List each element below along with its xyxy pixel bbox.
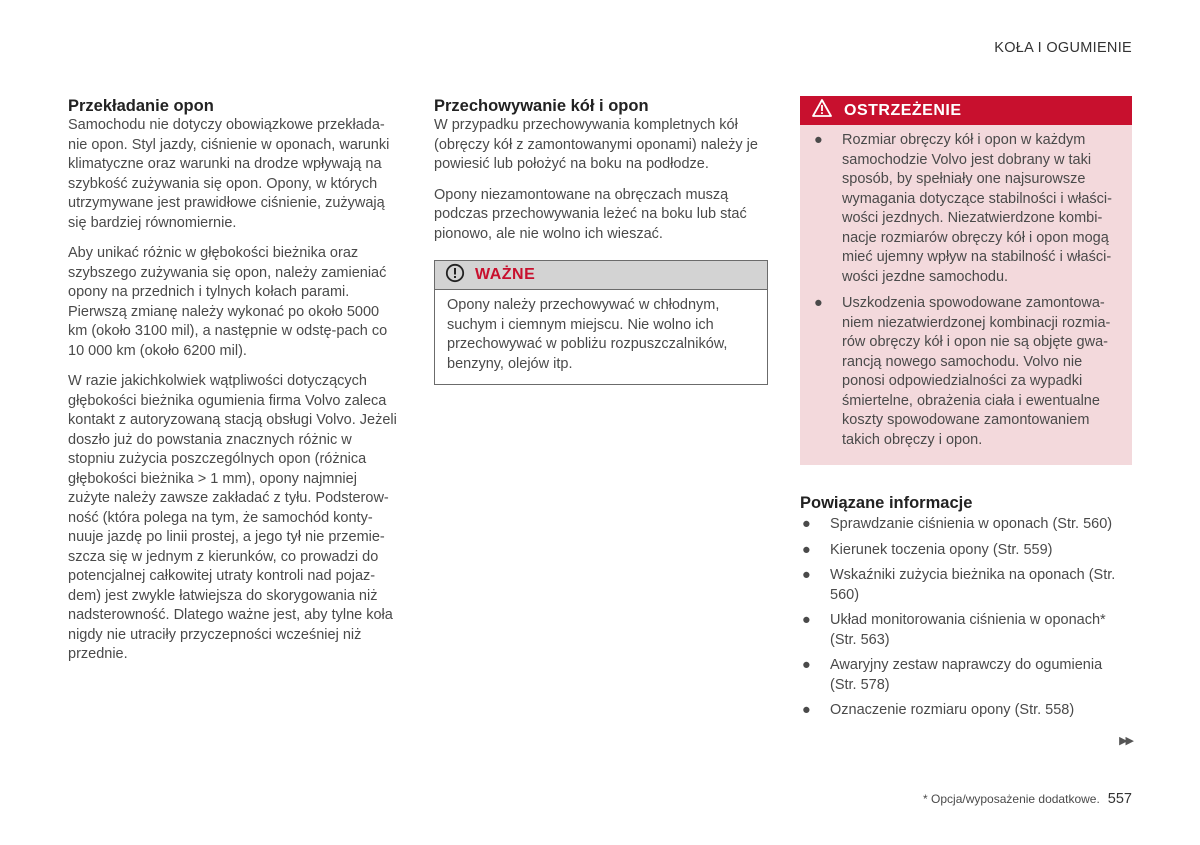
bullet-icon: ● [802,541,811,558]
next-page-icon[interactable]: ▶▶ [1119,735,1132,747]
important-header [435,261,767,290]
important-box [434,260,768,385]
heading-storage: Przechowywanie kół i opon [434,97,649,115]
related-info [800,493,1132,721]
important-title: WAŻNE [475,266,536,283]
warning-title: OSTRZEŻENIE [844,101,962,119]
warning-header [800,96,1132,125]
related-link[interactable]: ● Kierunek toczenia opony (Str. 559) [800,541,1132,561]
bullet-icon: ● [814,295,823,311]
bullet-icon: ● [802,567,811,583]
exclamation-circle-icon [445,263,465,288]
warning-body [800,125,1132,465]
paragraph: Aby unikać różnic w głębokości bieżnika oraz szybszego zużywania się opon, należy zamieniać opony na przednich i tylnych kołach parami. Pierwszą zmianę należy wykonać po około 5000 km (około 3100 mil), a następnie w odstę-pach co 10 000 km (około 6200 mil). [68,245,388,359]
bullet-icon: ● [802,516,811,532]
paragraph: Opony niezamontowane na obręczach muszą podczas przechowywania leżeć na boku lub stać pionowo, ale nie wolno ich wieszać. [434,186,747,242]
related-link[interactable]: ● Awaryjny zestaw naprawczy do ogumienia (Str. 578) [800,656,1132,695]
column-storage [434,96,768,385]
bullet-icon: ● [802,657,811,673]
important-body [435,290,767,384]
bullet-icon: ● [802,612,811,628]
paragraph: W przypadku przechowywania kompletnych kół (obręczy kół z zamontowanymi oponami) należy je powiesić lub położyć na boku na podłodze. [434,117,758,172]
column-tire-rotation [68,96,402,676]
page-footer [923,791,1132,807]
paragraph: W razie jakichkolwiek wątpliwości dotyczących głębokości bieżnika ogumienia firma Volvo zaleca kontakt z autoryzowaną stacją obsługi Volvo. Jeżeli doszło już do powstania znacznych różnic w stopniu zużycia poszczególnych opon (różnica głębokości bieżnika > 1 mm), opony najmniej zużyte należy zawsze zakładać z tyłu. Podsterow-ność (która polega na tym, że samochód konty-nuuje jazdę po linii prostej, a jego tył nie przemie-szcza się w jednym z kierunków, co prowadzi do potencjalnej całkowitej utraty kontroli nad pojaz-dem) jest zwykle łatwiejsza do skorygowania niż nadsterowność. Dlatego ważne jest, aby tylne koła nigdy nie utraciły przyczepności wcześniej niż przednie. [68,373,397,662]
footnote: * Opcja/wyposażenie dodatkowe. [923,792,1100,806]
paragraph: Samochodu nie dotyczy obowiązkowe przekłada-nie opon. Styl jazdy, ciśnienie w oponach, warunki klimatyczne oraz warunki na drodze wpływają na szybkość zużywania się opon. Opony, w których utrzymywane jest prawidłowe ciśnienie, zużywają się bardziej równomiernie. [68,117,390,231]
list-item: ● Uszkodzenia spowodowane zamontowa-niem niezatwierdzonej kombinacji rozmia-rów obręczy kół i opon nie są objęte gwa-rancją nowego samochodu. Volvo nie ponosi odpowiedzialności za wypadki śmiertelne, obrażenia ciała i ewentualne koszty spowodowane zamontowaniem takich obręczy i opon. [812,294,1120,450]
important-text: Opony należy przechowywać w chłodnym, suchym i ciemnym miejscu. Nie wolno ich przechowywać w pobliżu rozpuszczalników, benzyny, olejów itp. [447,297,728,372]
related-link[interactable]: ● Wskaźniki zużycia bieżnika na oponach (Str. 560) [800,566,1132,605]
bullet-icon: ● [802,702,811,718]
heading-tire-rotation: Przekładanie opon [68,97,214,115]
related-link[interactable]: ● Układ monitorowania ciśnienia w oponach* (Str. 563) [800,611,1132,650]
column-warning-related [800,96,1132,727]
related-link[interactable]: ● Sprawdzanie ciśnienia w oponach (Str. 560) [800,515,1132,535]
list-item: ● Rozmiar obręczy kół i opon w każdym samochodzie Volvo jest dobrany w taki sposób, by spełniały one najsurowsze wymagania dotyczące stabilności i właści-wości jezdnych. Niezatwierdzone kombi-nacje rozmiarów obręczy kół i opon mogą mieć ujemny wpływ na stabilność i właści-wości jezdne samochodu. [812,131,1120,287]
bullet-icon: ● [814,132,823,148]
warning-triangle-icon [812,99,832,122]
section-header: KOŁA I OGUMIENIE [994,40,1132,56]
warning-box [800,96,1132,465]
page-number: 557 [1107,791,1132,807]
heading-related: Powiązane informacje [800,494,973,512]
related-link[interactable]: ● Oznaczenie rozmiaru opony (Str. 558) [800,701,1132,721]
